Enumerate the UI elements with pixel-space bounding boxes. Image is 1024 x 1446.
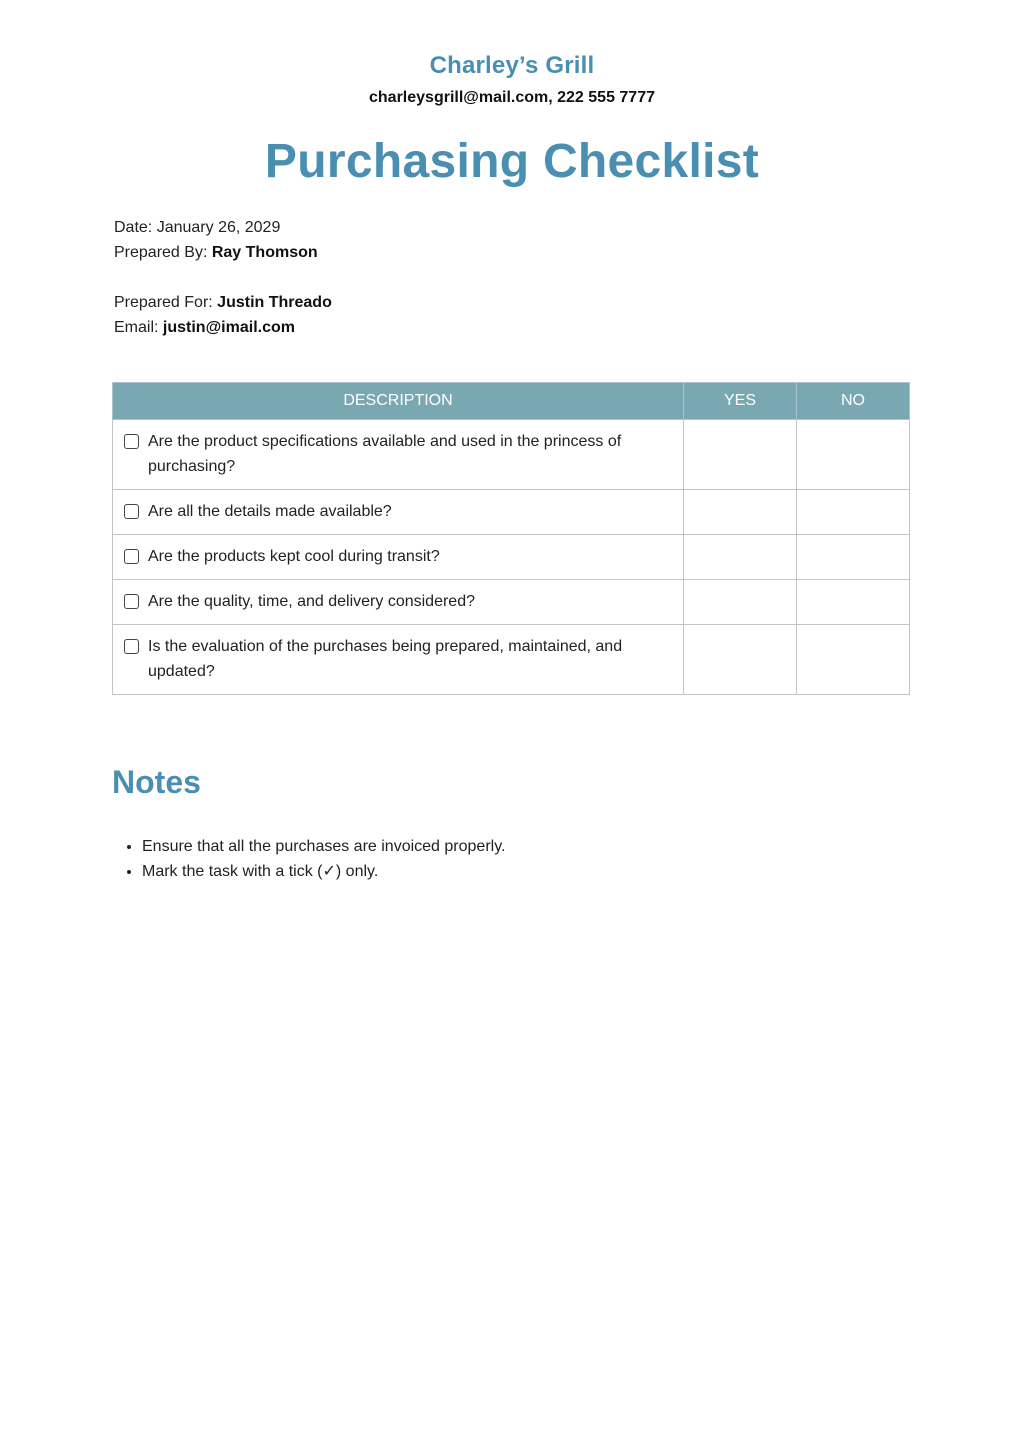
prepared-for-value: Justin Threado	[217, 294, 332, 311]
no-cell[interactable]	[797, 580, 910, 625]
email-value: justin@imail.com	[162, 319, 295, 336]
row-description: Are all the details made available?	[148, 503, 392, 520]
description-cell	[113, 535, 684, 580]
description-cell	[113, 625, 684, 695]
description-cell	[113, 490, 684, 535]
column-header-no: NO	[797, 383, 910, 420]
yes-cell[interactable]	[684, 420, 797, 490]
yes-cell[interactable]	[684, 625, 797, 695]
email-line	[114, 319, 295, 337]
checkbox[interactable]	[124, 594, 139, 609]
column-header-yes: YES	[684, 383, 797, 420]
table-row	[113, 535, 910, 580]
checklist-table	[112, 382, 910, 695]
checkbox[interactable]	[124, 434, 139, 449]
list-item: • Mark the task with a tick (✓) only.	[142, 859, 505, 884]
list-item: • Ensure that all the purchases are invoiced properly.	[142, 834, 505, 859]
description-cell	[113, 420, 684, 490]
company-contact: charleysgrill@mail.com, 222 555 7777	[369, 89, 655, 106]
column-header-description: DESCRIPTION	[113, 383, 684, 420]
email-label: Email:	[114, 319, 159, 336]
table-row	[113, 580, 910, 625]
checkbox[interactable]	[124, 639, 139, 654]
row-description: Is the evaluation of the purchases being prepared, maintained, and updated?	[148, 638, 623, 680]
notes-list	[114, 834, 505, 884]
table-row	[113, 420, 910, 490]
yes-cell[interactable]	[684, 490, 797, 535]
notes-heading: Notes	[112, 764, 201, 800]
date-line	[114, 219, 280, 237]
date-label: Date:	[114, 219, 153, 236]
row-description: Are the quality, time, and delivery considered?	[148, 593, 475, 610]
no-cell[interactable]	[797, 420, 910, 490]
prepared-by-label: Prepared By:	[114, 244, 208, 261]
yes-cell[interactable]	[684, 580, 797, 625]
checkbox[interactable]	[124, 549, 139, 564]
page-title: Purchasing Checklist	[264, 135, 760, 188]
company-name: Charley’s Grill	[429, 52, 595, 79]
no-cell[interactable]	[797, 535, 910, 580]
description-cell	[113, 580, 684, 625]
checkbox[interactable]	[124, 504, 139, 519]
prepared-for-line	[114, 294, 332, 312]
no-cell[interactable]	[797, 625, 910, 695]
table-row	[113, 490, 910, 535]
row-description: Are the product specifications available and used in the princess of purchasing?	[148, 433, 622, 475]
yes-cell[interactable]	[684, 535, 797, 580]
no-cell[interactable]	[797, 490, 910, 535]
table-header-row	[113, 383, 910, 420]
prepared-by-line	[114, 244, 318, 262]
date-value: January 26, 2029	[156, 219, 281, 236]
prepared-for-label: Prepared For:	[114, 294, 213, 311]
table-row	[113, 625, 910, 695]
prepared-by-value: Ray Thomson	[211, 244, 318, 261]
row-description: Are the products kept cool during transit?	[148, 548, 440, 565]
